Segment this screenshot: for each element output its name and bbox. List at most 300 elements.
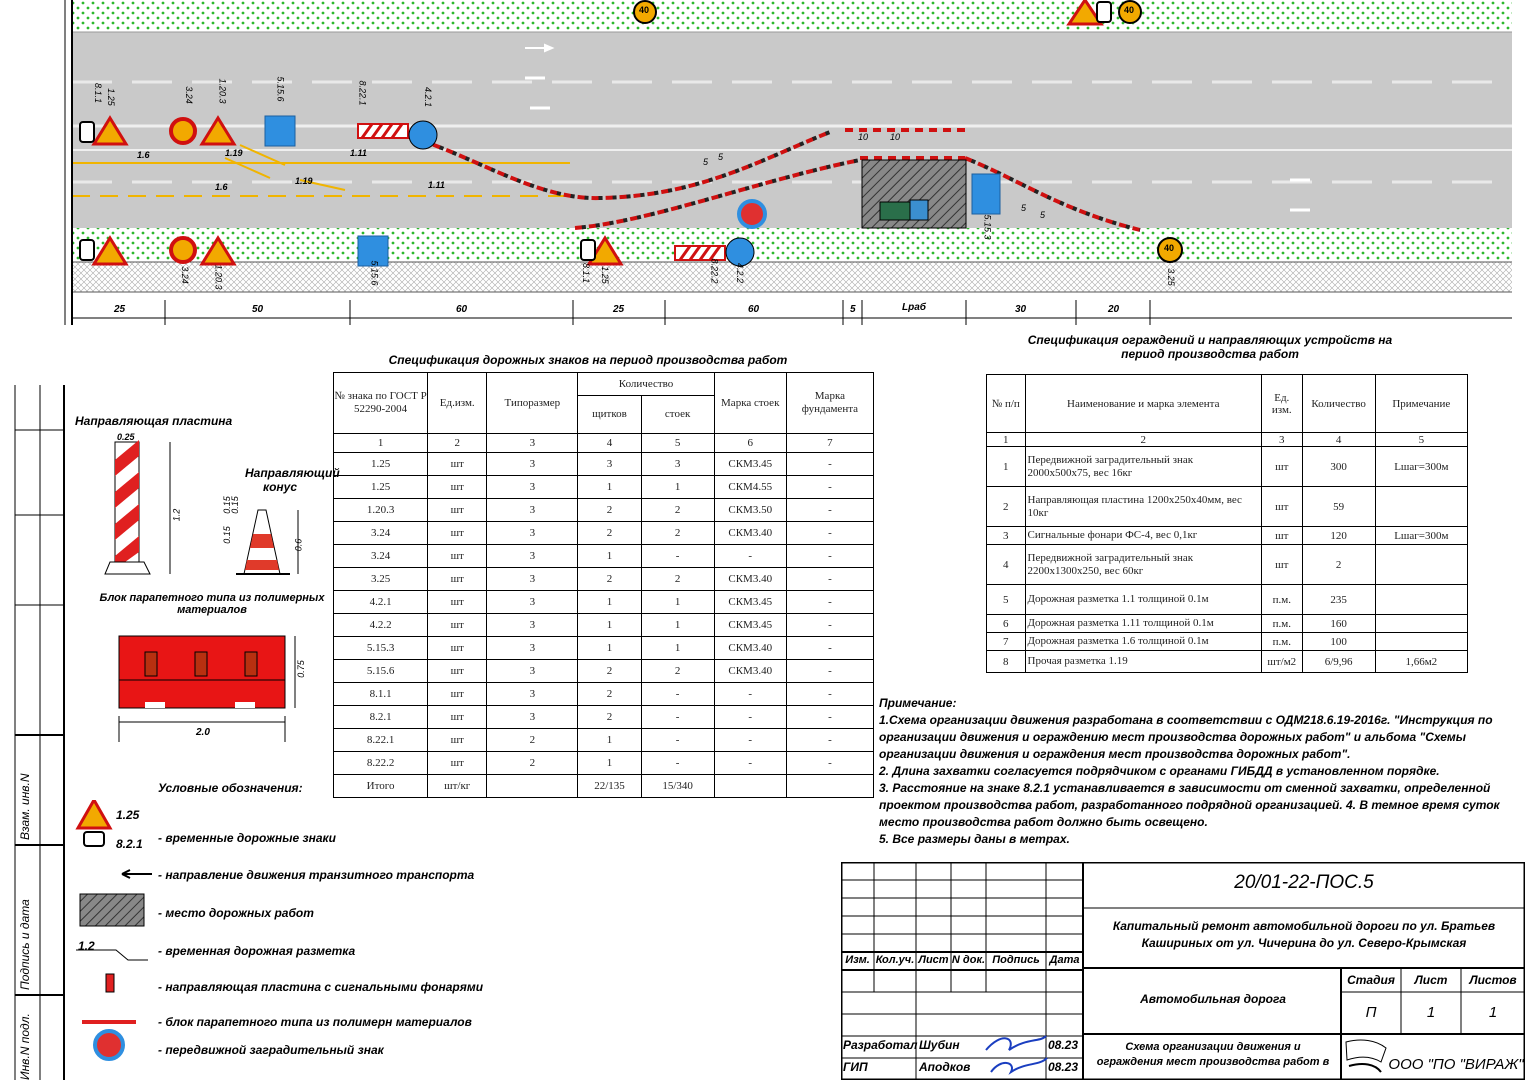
document-code: 20/01-22-ПОС.5 <box>1234 872 1374 893</box>
sign-plate: 5 <box>718 152 724 162</box>
table-cell: СКМ3.40 <box>714 637 786 660</box>
col-header: Ед.изм. <box>428 373 487 434</box>
table-cell: СКМ3.50 <box>714 499 786 522</box>
table-cell: 3 <box>487 591 578 614</box>
table-cell: 235 <box>1302 585 1375 615</box>
signs-table-caption: Спецификация дорожных знаков на период производства работ <box>388 353 788 367</box>
table-cell: 2 <box>641 499 714 522</box>
table-cell: - <box>641 729 714 752</box>
col-header: стоек <box>641 396 714 434</box>
sheets-value: 1 <box>1488 1004 1498 1021</box>
table-cell: - <box>786 706 873 729</box>
sign-label: 3.24 <box>183 86 194 104</box>
project-title: Капитальный ремонт автомобильной дороги по ул. Братьев Кашириных от ул. Чичерина до ул. Северо-Крымская <box>1112 919 1496 950</box>
guide-plate-top-dim: 0.25 <box>117 432 135 442</box>
table-cell: шт <box>1261 545 1302 585</box>
table-cell: п.м. <box>1261 585 1302 615</box>
table-cell: 2 <box>641 568 714 591</box>
table-cell: шт <box>428 706 487 729</box>
sheet-header: Лист <box>1414 973 1448 987</box>
road-plan <box>0 0 1525 330</box>
dimension: 60 <box>456 304 468 315</box>
legend-item: - передвижной заградительный знак <box>158 1043 384 1057</box>
dimension: 5 <box>850 304 856 315</box>
table-cell: - <box>714 729 786 752</box>
note-line: 5. Все размеры даны в метрах. <box>879 832 1070 846</box>
object-name: Автомобильная дорога <box>1140 992 1286 1006</box>
table-cell: СКМ4.55 <box>714 476 786 499</box>
parapet-block-drawing <box>115 632 320 747</box>
dimension: 50 <box>252 304 264 315</box>
legend-sign-code: 1.25 <box>116 808 140 822</box>
table-cell: Передвижной заградительный знак 2000х500х75, вес 16кг <box>1025 447 1261 487</box>
table-cell: 2 <box>578 683 641 706</box>
table-cell <box>1375 585 1467 615</box>
table-cell: 1 <box>578 591 641 614</box>
table-cell: - <box>786 522 873 545</box>
table-cell: Направляющая пластина 1200х250х40мм, вес 10кг <box>1025 487 1261 527</box>
col-header: Наименование и марка элемента <box>1025 375 1261 433</box>
table-cell: 3 <box>987 527 1026 545</box>
table-cell: 100 <box>1302 633 1375 651</box>
table-cell: 2 <box>578 706 641 729</box>
developer-date: 08.23 <box>1048 1038 1079 1052</box>
sign-plate: 10 <box>890 132 901 142</box>
table-row <box>987 545 1468 585</box>
table-cell: 3 <box>487 522 578 545</box>
table-cell: 1 <box>641 591 714 614</box>
column-number: 6 <box>714 434 786 453</box>
sign-plate: 5 <box>703 157 709 167</box>
block-title: Блок парапетного типа из полимерных материалов <box>99 592 325 616</box>
legend-item: - место дорожных работ <box>158 906 314 920</box>
table-cell: 160 <box>1302 615 1375 633</box>
table-cell: шт <box>428 637 487 660</box>
table-cell: Передвижной заградительный знак 2200х1300х250, вес 60кг <box>1025 545 1261 585</box>
table-cell: 3 <box>487 476 578 499</box>
sheets-header: Листов <box>1469 973 1517 987</box>
table-row <box>987 633 1468 651</box>
company-logo-icon <box>1346 1040 1386 1072</box>
notes-title: Примечание: <box>879 696 957 710</box>
table-row <box>334 683 874 706</box>
table-cell: Сигнальные фонари ФС-4, вес 0,1кг <box>1025 527 1261 545</box>
table-cell: 59 <box>1302 487 1375 527</box>
table-cell: - <box>786 591 873 614</box>
table-cell: шт <box>1261 527 1302 545</box>
fence-table <box>986 374 1468 673</box>
table-cell: 1.25 <box>334 476 428 499</box>
table-cell: 1 <box>578 752 641 775</box>
marking-label: 1.11 <box>350 148 367 158</box>
column-number: 4 <box>1302 433 1375 447</box>
column-numbers <box>334 434 874 453</box>
sign-label: 3.25 <box>1165 268 1176 286</box>
cone-title: Направляющий конус <box>245 466 340 494</box>
column-number: 7 <box>786 434 873 453</box>
table-cell: 7 <box>987 633 1026 651</box>
speed-value: 40 <box>1124 5 1135 15</box>
table-cell: - <box>786 568 873 591</box>
table-cell: 1.25 <box>334 453 428 476</box>
gip-date: 08.23 <box>1048 1060 1079 1074</box>
column-number: 2 <box>428 434 487 453</box>
table-cell: шт <box>1261 447 1302 487</box>
table-row <box>987 651 1468 673</box>
table-cell: 3 <box>487 637 578 660</box>
table-cell: 5.15.6 <box>334 660 428 683</box>
table-cell: 5 <box>987 585 1026 615</box>
marking-label: 1.6 <box>215 182 228 192</box>
table-cell: - <box>786 453 873 476</box>
table-cell: шт/кг <box>428 775 487 798</box>
marking-label: 1.11 <box>428 180 445 190</box>
sheet-title: Схема организации движения и ограждения мест производства работ в <box>1096 1041 1330 1068</box>
column-number: 5 <box>641 434 714 453</box>
table-cell: 2 <box>578 522 641 545</box>
table-row <box>987 527 1468 545</box>
table-row <box>334 775 874 798</box>
table-cell: 3.24 <box>334 545 428 568</box>
table-cell <box>1375 545 1467 585</box>
column-number: 4 <box>578 434 641 453</box>
sign-label: 1.20.3 <box>213 264 224 290</box>
table-cell <box>487 775 578 798</box>
signature <box>986 1036 1046 1050</box>
table-cell: 2 <box>578 499 641 522</box>
table-cell: 2 <box>578 660 641 683</box>
sign-label: 8.22.1 <box>357 80 368 106</box>
guide-plate-title: Направляющая пластина <box>75 414 233 428</box>
table-cell: СКМ3.40 <box>714 568 786 591</box>
col-header: Ед. изм. <box>1261 375 1302 433</box>
legend-item: - блок парапетного типа из полимерн материалов <box>158 1015 472 1029</box>
left-stamp-frame <box>0 385 66 1080</box>
table-cell: 6 <box>987 615 1026 633</box>
column-number: 5 <box>1375 433 1467 447</box>
legend-item: - направляющая пластина с сигнальными фонарями <box>158 980 484 994</box>
speed-value: 40 <box>639 5 650 15</box>
sign-label: 4.2.2 <box>735 262 746 284</box>
block-length-dim: 2.0 <box>196 727 210 738</box>
sign-label: 5.15.3 <box>982 214 993 240</box>
table-cell: шт <box>428 729 487 752</box>
legend-item: - временные дорожные знаки <box>158 831 336 845</box>
developer-name: Шубин <box>919 1038 960 1052</box>
table-row <box>334 545 874 568</box>
table-cell: Lшаг=300м <box>1375 447 1467 487</box>
table-cell: 8 <box>987 651 1026 673</box>
table-cell: 3 <box>487 568 578 591</box>
table-cell: СКМ3.40 <box>714 660 786 683</box>
table-cell: 3.24 <box>334 522 428 545</box>
marking-label: 1.19 <box>295 176 313 186</box>
legend-marking-code: 1.2 <box>78 939 95 953</box>
table-cell <box>1375 633 1467 651</box>
table-cell: - <box>786 660 873 683</box>
table-cell: шт <box>428 476 487 499</box>
sign-label: 8.1.1 <box>93 82 104 104</box>
table-cell: 1 <box>578 476 641 499</box>
table-cell: 3 <box>487 499 578 522</box>
table-cell: - <box>786 683 873 706</box>
sign-label: 8.22.2 <box>709 258 720 284</box>
table-cell: 3 <box>487 545 578 568</box>
table-row <box>334 591 874 614</box>
table-row <box>334 522 874 545</box>
table-cell: 1 <box>641 614 714 637</box>
table-cell: 2 <box>641 660 714 683</box>
table-row <box>334 637 874 660</box>
table-cell: СКМ3.45 <box>714 614 786 637</box>
cone-dim: 0.15 <box>221 526 232 544</box>
company-name: ООО "ПО "ВИРАЖ" <box>1388 1056 1524 1073</box>
dimension: Lраб <box>902 302 926 313</box>
table-cell: 3 <box>487 453 578 476</box>
block-height-dim: 0.75 <box>295 660 306 678</box>
table-cell: Lшаг=300м <box>1375 527 1467 545</box>
table-cell: 1,66м2 <box>1375 651 1467 673</box>
table-cell <box>786 775 873 798</box>
table-cell: 3 <box>578 453 641 476</box>
table-cell: шт <box>428 499 487 522</box>
col-doc: N док. <box>951 954 986 966</box>
table-cell: 2 <box>987 487 1026 527</box>
table-cell: - <box>641 545 714 568</box>
table-row <box>987 487 1468 527</box>
note-line: 1.Схема организации движения разработана в соответствии с ОДМ218.6.19-2016г. "Инструкция по организации движения и ограждению мест производства дорожных работ" и альбома "Схемы организации движения и ограждения мест производства дорожных работ". <box>879 713 1493 761</box>
table-cell: 4 <box>987 545 1026 585</box>
col-header: Марка стоек <box>714 373 786 434</box>
sign-plate: 5 <box>1021 203 1027 213</box>
table-cell: шт <box>428 545 487 568</box>
table-cell: 300 <box>1302 447 1375 487</box>
marking-label: 1.19 <box>225 148 243 158</box>
table-cell: шт <box>428 568 487 591</box>
table-row <box>334 729 874 752</box>
table-cell <box>714 775 786 798</box>
table-cell: 3 <box>487 660 578 683</box>
dimension-line <box>72 300 1512 325</box>
table-cell: 1 <box>641 476 714 499</box>
table-cell: 3 <box>487 683 578 706</box>
table-row <box>334 453 874 476</box>
warning-triangle-icon <box>78 800 110 828</box>
table-cell: - <box>786 614 873 637</box>
guide-plate-height-dim: 1.2 <box>171 508 182 522</box>
table-cell: 1.20.3 <box>334 499 428 522</box>
table-cell: 1 <box>578 545 641 568</box>
stamp-original-inv: Инв.N подл. <box>18 1013 32 1080</box>
signature <box>991 1058 1047 1072</box>
table-cell: п.м. <box>1261 633 1302 651</box>
table-cell: шт <box>428 683 487 706</box>
sheet-value: 1 <box>1426 1004 1436 1021</box>
title-block <box>841 862 1525 1080</box>
stamp-signature-date: Подпись и дата <box>18 899 32 990</box>
sign-label: 8.1.1 <box>581 262 592 284</box>
col-header: щитков <box>578 396 641 434</box>
column-number: 3 <box>487 434 578 453</box>
sign-label: 1.20.3 <box>217 78 228 104</box>
note-line: 3. Расстояние на знаке 8.2.1 устанавливается в зависимости от сменной захватки, определенной проектом производства работ, разработанного подрядной организацией. 4. В темное время суток место производства работ должно быть освещено. <box>879 781 1500 829</box>
table-cell: 22/135 <box>578 775 641 798</box>
legend-item: - временная дорожная разметка <box>158 944 356 958</box>
table-cell: 8.22.1 <box>334 729 428 752</box>
sign-plate: 10 <box>858 132 869 142</box>
table-cell: - <box>786 729 873 752</box>
col-date: Дата <box>1049 954 1080 966</box>
table-cell: 8.2.1 <box>334 706 428 729</box>
col-change: Изм. <box>845 954 870 966</box>
signs-table <box>333 372 874 798</box>
table-row <box>334 499 874 522</box>
note-line: 2. Длина захватки согласуется подрядчиком с органами ГИБДД в установленном порядке. <box>879 764 1440 778</box>
table-cell: 1 <box>987 447 1026 487</box>
table-cell: 4.2.1 <box>334 591 428 614</box>
table-cell: - <box>714 545 786 568</box>
dimension: 20 <box>1108 304 1120 315</box>
sign-label: 1.25 <box>599 266 610 284</box>
table-cell: Итого <box>334 775 428 798</box>
table-cell: 1 <box>578 614 641 637</box>
table-cell: - <box>714 683 786 706</box>
stage-value: П <box>1365 1004 1377 1021</box>
table-cell: СКМ3.45 <box>714 453 786 476</box>
table-cell: Дорожная разметка 1.11 толщиной 0.1м <box>1025 615 1261 633</box>
developer-label: Разработал <box>843 1038 918 1052</box>
table-row <box>334 568 874 591</box>
table-cell: 3.25 <box>334 568 428 591</box>
legend-item: - направление движения транзитного транспорта <box>158 868 475 882</box>
table-row <box>334 752 874 775</box>
table-cell <box>1375 615 1467 633</box>
dimension: 60 <box>748 304 760 315</box>
speed-value: 40 <box>1164 243 1175 253</box>
table-cell: 3 <box>487 706 578 729</box>
table-cell: п.м. <box>1261 615 1302 633</box>
table-cell: 1 <box>578 637 641 660</box>
table-cell: СКМ3.45 <box>714 591 786 614</box>
legend-sign-code: 8.2.1 <box>116 837 143 851</box>
table-cell: - <box>714 706 786 729</box>
table-row <box>987 447 1468 487</box>
dimension: 25 <box>613 304 625 315</box>
table-row <box>334 660 874 683</box>
table-cell: - <box>641 706 714 729</box>
table-cell: 8.22.2 <box>334 752 428 775</box>
table-cell: 3 <box>487 614 578 637</box>
stamp-replaced-inv: Взам. инв.N <box>18 773 32 840</box>
gip-name: Аподков <box>919 1060 971 1074</box>
table-cell: 120 <box>1302 527 1375 545</box>
table-cell: Прочая разметка 1.19 <box>1025 651 1261 673</box>
col-header: № п/п <box>987 375 1026 433</box>
table-cell: - <box>786 499 873 522</box>
column-number: 3 <box>1261 433 1302 447</box>
table-row <box>334 614 874 637</box>
table-cell: 2 <box>1302 545 1375 585</box>
table-cell: шт <box>1261 487 1302 527</box>
col-qty: Кол.уч. <box>875 954 915 966</box>
bottom-verge <box>72 228 1512 262</box>
table-cell: 4.2.2 <box>334 614 428 637</box>
table-cell: 15/340 <box>641 775 714 798</box>
table-cell: 2 <box>487 729 578 752</box>
dimension: 25 <box>114 304 126 315</box>
table-cell: - <box>786 545 873 568</box>
table-cell: шт <box>428 614 487 637</box>
table-cell: Дорожная разметка 1.6 толщиной 0.1м <box>1025 633 1261 651</box>
sign-label: 4.2.1 <box>423 86 434 108</box>
table-cell: Дорожная разметка 1.1 толщиной 0.1м <box>1025 585 1261 615</box>
fence-table-caption: Спецификация ограждений и направляющих устройств на период производства работ <box>1027 333 1393 361</box>
table-cell: шт <box>428 752 487 775</box>
col-sheet: Лист <box>918 954 949 966</box>
table-row <box>987 585 1468 615</box>
table-cell: - <box>641 683 714 706</box>
table-cell <box>1375 487 1467 527</box>
table-cell: СКМ3.40 <box>714 522 786 545</box>
marking-label: 1.6 <box>137 150 150 160</box>
table-cell: - <box>786 476 873 499</box>
col-header: Марка фундамента <box>786 373 873 434</box>
sign-label: 5.15.6 <box>369 260 380 286</box>
column-number: 1 <box>987 433 1026 447</box>
column-number: 1 <box>334 434 428 453</box>
top-verge <box>72 0 1512 32</box>
table-cell: - <box>714 752 786 775</box>
table-cell: 2 <box>641 522 714 545</box>
table-cell: шт/м2 <box>1261 651 1302 673</box>
table-cell: 8.1.1 <box>334 683 428 706</box>
table-cell: - <box>786 752 873 775</box>
col-header: Количество <box>1302 375 1375 433</box>
col-header: Примечание <box>1375 375 1467 433</box>
table-cell: 3 <box>641 453 714 476</box>
table-row <box>987 615 1468 633</box>
col-header: Количество <box>578 373 714 396</box>
table-row <box>334 706 874 729</box>
stage-header: Стадия <box>1347 973 1395 987</box>
table-cell: шт <box>428 522 487 545</box>
symbols-title: Условные обозначения: <box>158 781 303 795</box>
dimension: 30 <box>1015 304 1027 315</box>
table-cell: 5.15.3 <box>334 637 428 660</box>
sign-plate: 5 <box>1040 210 1046 220</box>
table-cell: 2 <box>487 752 578 775</box>
cone-dim: 0.15 <box>221 496 232 514</box>
sign-label: 1.25 <box>105 88 116 106</box>
col-header: Типоразмер <box>487 373 578 434</box>
sign-label: 5.15.6 <box>275 76 286 102</box>
table-row <box>334 476 874 499</box>
cone-dim: 0.15 <box>229 496 240 514</box>
column-number: 2 <box>1025 433 1261 447</box>
table-cell: шт <box>428 660 487 683</box>
table-cell: - <box>641 752 714 775</box>
cone-dim: 0.6 <box>293 538 304 552</box>
table-cell: 1 <box>641 637 714 660</box>
col-header: № знака по ГОСТ Р 52290-2004 <box>334 373 428 434</box>
table-cell: 2 <box>578 568 641 591</box>
table-cell: шт <box>428 591 487 614</box>
table-cell: - <box>786 637 873 660</box>
gip-label: ГИП <box>843 1060 868 1074</box>
sign-label: 3.24 <box>179 266 190 284</box>
notes <box>879 695 1519 848</box>
sidewalk <box>72 262 1512 292</box>
